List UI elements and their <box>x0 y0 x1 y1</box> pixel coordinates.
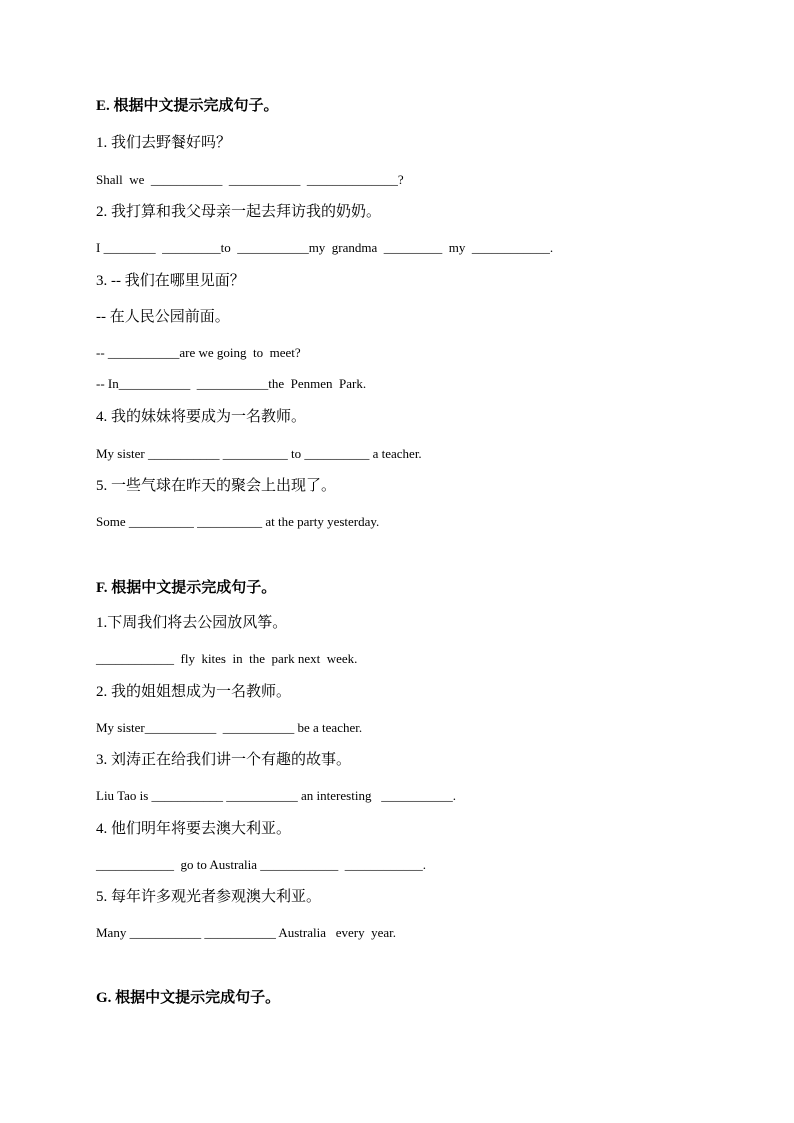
question-e1-prompt: 1. 我们去野餐好吗？ <box>96 135 232 151</box>
question-e3-prompt: 3. -- 我们在哪里见面？ <box>96 273 245 289</box>
question-f3-prompt: 3. 刘涛正在给我们讲一个有趣的故事。 <box>96 752 352 768</box>
question-e3-reply: -- 在人民公园前面。 <box>96 309 230 325</box>
question-e1-answer-line: Shall we ___________ ___________ ______________? <box>96 172 404 187</box>
question-e3-answer-line-1: -- ___________are we going to meet? <box>96 345 301 360</box>
question-e5-prompt: 5. 一些气球在昨天的聚会上出现了。 <box>96 478 337 494</box>
question-e2-prompt: 2. 我打算和我父母亲一起去拜访我的奶奶。 <box>96 204 382 220</box>
question-f3-answer-line: Liu Tao is ___________ ___________ an interesting ___________. <box>96 788 456 803</box>
question-f4-prompt: 4. 他们明年将要去澳大利亚。 <box>96 821 292 837</box>
section-f-heading: F. 根据中文提示完成句子。 <box>96 580 277 596</box>
question-e5-answer-line: Some __________ __________ at the party yesterday. <box>96 514 380 529</box>
question-e4-answer-line: My sister ___________ __________ to __________ a teacher. <box>96 446 422 461</box>
question-e2-answer-line: I ________ _________to ___________my grandma _________ my ____________. <box>96 240 554 255</box>
section-e-heading: E. 根据中文提示完成句子。 <box>96 98 279 114</box>
question-e4-prompt: 4. 我的妹妹将要成为一名教师。 <box>96 409 307 425</box>
question-f1-answer-line: ____________ fly kites in the park next week. <box>96 651 358 666</box>
question-f4-answer-line: ____________ go to Australia ____________ ____________. <box>96 857 427 872</box>
question-e3-answer-line-2: -- In___________ ___________the Penmen Park. <box>96 376 367 391</box>
section-g-heading: G. 根据中文提示完成句子。 <box>96 990 281 1006</box>
question-f2-answer-line: My sister___________ ___________ be a teacher. <box>96 720 363 735</box>
question-f1-prompt: 1.下周我们将去公园放风筝。 <box>96 615 288 631</box>
question-f5-prompt: 5. 每年许多观光者参观澳大利亚。 <box>96 889 322 905</box>
question-f5-answer-line: Many ___________ ___________ Australia every year. <box>96 925 397 940</box>
question-f2-prompt: 2. 我的姐姐想成为一名教师。 <box>96 684 292 700</box>
